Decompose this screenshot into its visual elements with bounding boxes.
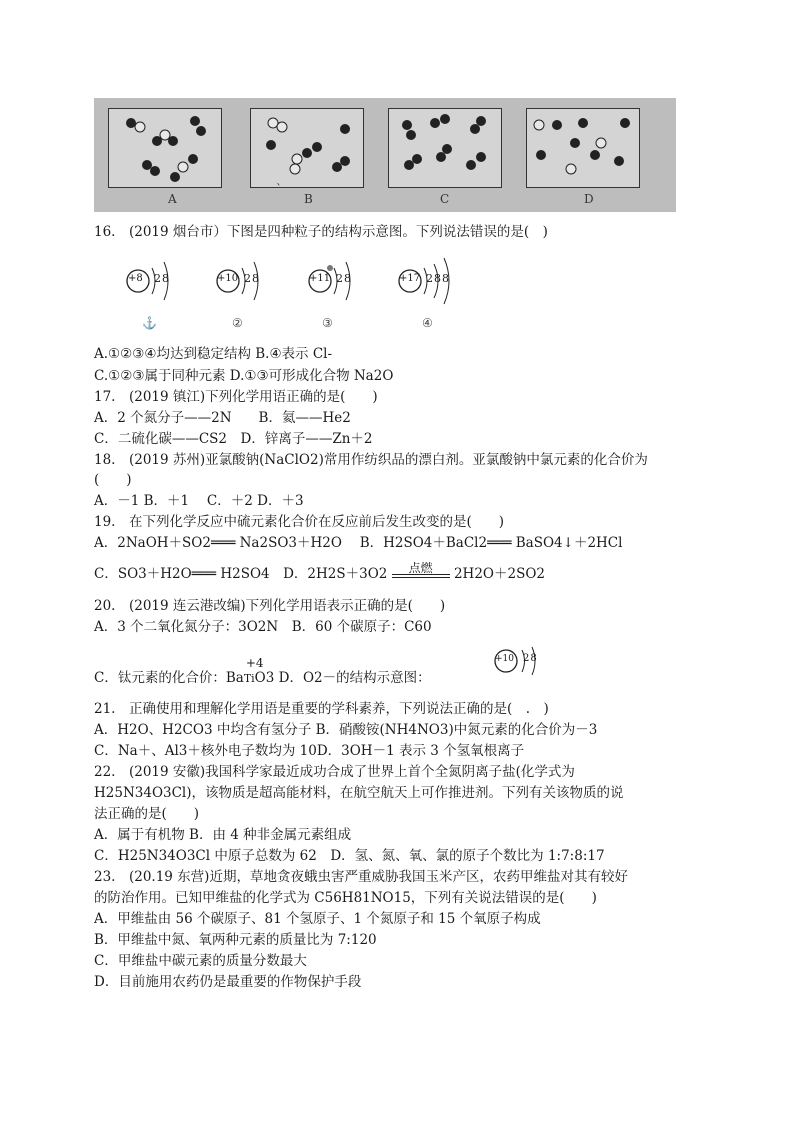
- question-23-option-d: D．目前施用农药仍是最重要的作物保护手段: [94, 974, 362, 990]
- particle-diagram-strip: [94, 98, 676, 212]
- valence-superscript: +4: [245, 656, 264, 670]
- o2-ion-diagram: [490, 646, 550, 682]
- atom-3-shells: 28: [336, 272, 352, 285]
- question-22-options-ab: A．属于有机物 B．由 4 种非金属元素组成: [94, 827, 352, 843]
- atom-label-3: ③: [322, 316, 333, 330]
- question-17: 17. (2019 镇江)下列化学用语正确的是( ): [94, 389, 378, 405]
- atom-diagram-4: [396, 256, 466, 316]
- question-18-options: A．－1 B．＋1 C．＋2 D．＋3: [94, 493, 304, 509]
- particle-a-image: [109, 109, 221, 187]
- question-20-option-d-text: O3 D．O2－的结构示意图：: [254, 670, 431, 686]
- question-19-options-cd: [94, 561, 545, 584]
- panel-label-c: C: [440, 192, 450, 206]
- question-16: 16. (2019 烟台市）下图是四种粒子的结构示意图。下列说法错误的是( ): [94, 224, 548, 240]
- ti-with-valence: [243, 656, 264, 689]
- panel-b: [250, 108, 364, 188]
- question-19-products: 2H2O＋2SO2: [453, 566, 545, 582]
- panel-c: [388, 108, 502, 188]
- question-17-options-cd: C．二硫化碳——CS2 D．锌离子——Zn＋2: [94, 431, 373, 447]
- atom-3-nucleus: +11: [309, 273, 331, 284]
- atom-label-2: ②: [232, 316, 243, 330]
- question-23-option-c: C．甲维盐中碳元素的质量分数最大: [94, 953, 307, 969]
- question-20-options-ab: A．3 个二氧化氮分子：3O2N B．60 个碳原子：C60: [94, 619, 432, 635]
- atom-2-nucleus: +10: [217, 273, 239, 284]
- panel-label-b: B: [304, 192, 313, 206]
- particle-c-image: [389, 109, 501, 187]
- o2-ion-shells: 28: [523, 653, 538, 664]
- atom-1-shells: 28: [154, 272, 170, 285]
- question-16-options-cd: C.①②③属于同种元素 D.①③可形成化合物 Na2O: [94, 368, 394, 384]
- panel-label-d: D: [584, 192, 594, 206]
- particle-d-image: [527, 109, 639, 187]
- question-20-option-c-text: C．钛元素的化合价：Ba: [94, 670, 244, 686]
- question-21-options-ab: A．H2O、H2CO3 中均含有氢分子 B．硝酸铵(NH4NO3)中氮元素的化合价为－3: [94, 722, 598, 738]
- atom-diagram-2: [214, 256, 274, 316]
- ti-symbol: Ti: [243, 672, 255, 685]
- question-19-option-cd-text: C．SO3＋H2O═══ H2SO4 D．2H2S＋3O2: [94, 566, 388, 582]
- question-19-options-ab: A．2NaOH＋SO2═══ Na2SO3＋H2O B．H2SO4＋BaCl2═══ BaSO4↓＋2HCl: [94, 535, 623, 551]
- panel-label-a: A: [168, 192, 177, 206]
- question-21: 21. 正确使用和理解化学用语是重要的学科素养，下列说法正确的是( . ): [94, 701, 549, 717]
- question-19: 19. 在下列化学反应中硫元素化合价在反应前后发生改变的是( ): [94, 514, 505, 530]
- atom-2-shells: 28: [244, 272, 260, 285]
- atom-label-4: ④: [422, 316, 433, 330]
- question-16-options-ab: A.①②③④均达到稳定结构 B.④表示 Cl-: [94, 346, 333, 362]
- question-22-options-cd: C．H25N34O3Cl 中原子总数为 62 D．氢、氮、氧、氯的原子个数比为 1:7:8:17: [94, 848, 605, 864]
- o2-ion-nucleus: +10: [495, 654, 514, 664]
- question-18-blank: ( ): [94, 472, 132, 488]
- atom-diagram-1: [124, 256, 184, 316]
- ignite-condition: 点燃: [408, 561, 433, 575]
- question-20-options-cd: [94, 656, 431, 689]
- reaction-condition-arrow: [392, 561, 450, 578]
- question-20: 20. (2019 连云港改编)下列化学用语表示正确的是( ): [94, 598, 446, 614]
- atom-1-nucleus: +8: [128, 273, 143, 284]
- question-18: 18. (2019 苏州)亚氯酸钠(NaClO2)常用作纺织品的漂白剂。亚氯酸钠中氯元素的化合价为: [94, 452, 648, 468]
- panel-a: [108, 108, 222, 188]
- question-23-option-b: B．甲维盐中氮、氧两种元素的质量比为 7:120: [94, 932, 377, 948]
- particle-b-image: [251, 109, 363, 187]
- panel-tick-mark: `: [276, 182, 282, 196]
- question-22: 22. (2019 安徽)我国科学家最近成功合成了世界上首个全氮阴离子盐(化学式为: [94, 764, 575, 780]
- atom-4-shells: 288: [426, 272, 450, 285]
- question-23-line-2: 的防治作用。已知甲维盐的化学式为 C56H81NO15，下列有关说法错误的是( ): [94, 890, 597, 906]
- atom-label-1: ⚓: [142, 316, 157, 330]
- atom-diagram-3: [306, 256, 366, 316]
- panel-d: [526, 108, 640, 188]
- question-23-option-a: A．甲维盐由 56 个碳原子、81 个氢原子、1 个氮原子和 15 个氧原子构成: [94, 911, 541, 927]
- question-21-options-cd: C．Na＋、Al3＋核外电子数均为 10D．3OH－1 表示 3 个氢氧根离子: [94, 743, 525, 759]
- question-22-line-3: 法正确的是( ): [94, 806, 200, 822]
- question-17-options-ab: A．2 个氮分子——2N B．氦——He2: [94, 410, 351, 426]
- atom-4-nucleus: +17: [399, 273, 421, 284]
- question-23: 23. (20.19 东营)近期，草地贪夜蛾虫害严重威胁我国玉米产区，农药甲维盐对其有较好: [94, 869, 628, 885]
- question-22-line-2: H25N34O3Cl)，该物质是超高能材料，在航空航天上可作推进剂。下列有关该物质的说: [94, 785, 624, 801]
